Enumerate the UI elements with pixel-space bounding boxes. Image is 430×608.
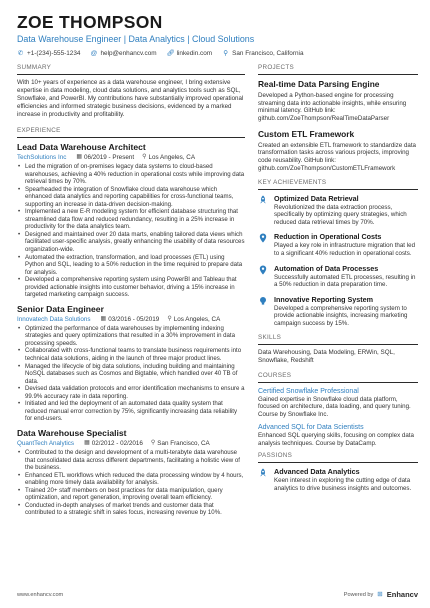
contact-row <box>17 49 418 58</box>
courses-heading: COURSES <box>258 372 418 383</box>
email-text[interactable]: help@enhancv.com <box>100 50 157 57</box>
project-link[interactable]: github.com/ZoeThompson/CustomETLFramework <box>258 164 396 172</box>
projects-list <box>258 79 418 173</box>
passion-description: Keen interest in exploring the cutting edge of data analytics to drive business insights and outcomes. <box>274 477 412 493</box>
job-entry <box>17 304 245 423</box>
skills-text: Data Warehousing, Data Modeling, ERWin, SQL, Snowflake, Redshift <box>258 348 395 364</box>
company-name[interactable]: QuantTech Analytics <box>17 439 75 447</box>
pin-icon <box>258 232 268 257</box>
job-entry <box>17 428 245 517</box>
job-dates <box>84 439 143 448</box>
job-title: Senior Data Engineer <box>17 303 104 314</box>
calendar-icon: ▦ <box>84 439 90 446</box>
bullet-item: • Designed and maintained over 20 data marts, enabling tailored data views which facilitated user-specific analysis, greatly enhancing the usability of data resources organization-wide. <box>25 231 245 254</box>
job-dates-text: 06/2019 - Present <box>84 154 135 161</box>
candidate-title: Data Warehouse Engineer | Data Analytics | Cloud Solutions <box>17 34 255 44</box>
bullet-item: • Managed the lifecycle of big data solutions, including building and maintaining NoSQL databases such as Cosmos and Bigtable, which handled over 40 TB of data. <box>25 363 245 386</box>
bullet-item: • Conducted in-depth analyses of market trends and customer data that contributed to a strategic shift in sales focus, increasing revenue by 10%. <box>25 502 245 517</box>
left-column <box>17 64 245 522</box>
at-icon: @ <box>90 50 98 57</box>
achievement-body <box>274 232 418 257</box>
project-description: Developed a Python-based engine for processing streaming data into actionable insights, while ensuring minimal latency. GitHub link: <box>258 92 407 115</box>
enhancv-logo-icon: ⊞ <box>377 591 383 598</box>
summary-text: With 10+ years of experience as a data warehouse engineer, I bring extensive expertise in data modeling, cloud data solutions, and analytics tools such as SQL, Snowflake, and PowerBI. My contributions have substantially improved operational efficiencies and informed strategic business decisions, evidenced by a marked increase in productivity and profitability. <box>17 79 244 118</box>
candidate-name: ZOE THOMPSON <box>17 12 163 32</box>
job-location-text: Los Angeles, CA <box>148 154 196 161</box>
bullet-item: • Trained 20+ staff members on best practices for data manipulation, query optimization, and report generation, improving overall team efficiency. <box>25 487 245 502</box>
job-location-text: San Francisco, CA <box>157 439 210 447</box>
location-pin-icon: ⚲ <box>142 154 147 160</box>
bullet-item: • Collaborated with cross-functional teams to translate business requirements into technical data solutions, aiding in the launch of three major product lines. <box>25 347 245 362</box>
contact-phone <box>17 49 80 58</box>
right-column <box>258 64 418 499</box>
achievement-item <box>258 232 418 257</box>
bullet-item: • Optimized the performance of data warehouses by implementing indexing strategies and query optimizations that resulted in a 30% improvement in data processing speeds. <box>25 325 245 348</box>
achievement-item <box>258 295 418 328</box>
job-meta <box>17 153 245 162</box>
project-entry <box>258 129 418 173</box>
job-dates-text: 02/2012 - 02/2016 <box>91 439 143 447</box>
courses-list <box>258 387 418 448</box>
rocket-icon <box>258 194 268 227</box>
contact-location <box>222 49 303 58</box>
job-dates-text: 03/2016 - 05/2019 <box>108 315 160 323</box>
project-link[interactable]: github.com/ZoeThompson/RealTimeDataParser <box>258 114 390 122</box>
course-entry <box>258 387 418 419</box>
location-pin-icon: ⚲ <box>150 439 156 446</box>
bullet-item: • Led the migration of on-premises legacy data systems to cloud-based warehouses, achieving a 40% reduction in operational costs while improving data retrieval times by 70%. <box>25 163 245 186</box>
location-text: San Francisco, California <box>232 50 304 57</box>
bullet-item: • Contributed to the design and development of a multi-terabyte data warehouse that consolidated data across different departments, facilitating a holistic view of the business. <box>25 449 245 472</box>
page-footer <box>17 590 418 599</box>
projects-heading: PROJECTS <box>258 64 418 75</box>
project-description: Created an extensible ETL framework to standardize data transformation tasks across various projects, improving code reusability. GitHub link: <box>258 141 416 164</box>
contact-email[interactable] <box>90 49 156 58</box>
calendar-icon: ▦ <box>100 315 107 322</box>
course-title[interactable]: Advanced SQL for Data Scientists <box>258 424 364 432</box>
job-dates <box>76 153 134 162</box>
achievements-list <box>258 194 418 328</box>
project-entry <box>258 79 418 123</box>
calendar-icon: ▦ <box>76 154 83 160</box>
achievement-body <box>274 295 418 328</box>
course-description: Enhanced SQL querying skills, focusing on complex data analysis techniques. Course by DataCamp. <box>258 432 414 447</box>
company-name[interactable]: Innovatech Data Solutions <box>17 315 91 323</box>
pin-icon <box>258 264 268 289</box>
powered-by <box>344 590 418 599</box>
bullet-item: • Developed a comprehensive reporting system using PowerBI and Tableau that provided actionable insights into customer behavior, driving a 15% increase in targeted marketing campaign success. <box>25 276 245 299</box>
course-title[interactable]: Certified Snowflake Professional <box>258 387 359 395</box>
bullet-item: • Initiated and led the deployment of an automated data quality system that reduced manual error correction by 75%, significantly increasing data reliability for end-users. <box>25 400 245 423</box>
achievement-description: Revolutionized the data extraction process, specifically by optimizing query strategies, which reduced data retrieval times by 70%. <box>274 203 407 226</box>
achievement-title: Innovative Reporting System <box>274 294 374 304</box>
achievement-description: Developed a comprehensive reporting system to provide actionable insights, increasing marketing campaign success by 15%. <box>274 304 408 327</box>
skills-heading: SKILLS <box>258 334 418 345</box>
passions-heading: PASSIONS <box>258 452 418 463</box>
passion-body <box>274 467 418 492</box>
company-name[interactable]: TechSolutions Inc <box>17 154 67 161</box>
job-location <box>142 153 195 162</box>
job-bullets <box>17 449 245 517</box>
linkedin-text[interactable]: linkedin.com <box>176 50 213 57</box>
job-title: Data Warehouse Specialist <box>17 427 127 438</box>
bullet-item: • Enhanced ETL workflows which reduced the data processing window by 4 hours, enabling more timely data availability for analysis. <box>25 472 245 487</box>
phone-icon: ✆ <box>17 50 24 57</box>
bullet-item: • Spearheaded the integration of Snowflake cloud data warehouse which enhanced data analytics and reporting capabilities for cross-functional teams, supporting an increase in data-driven decision-making. <box>25 186 245 209</box>
experience-list <box>17 142 245 517</box>
achievement-description: Played a key role in infrastructure migration that led to a significant 40% reduction in operational costs. <box>274 242 416 257</box>
achievement-description: Successfully automated ETL processes, resulting in a 50% reduction in data preparation time. <box>274 273 416 289</box>
achievement-item <box>258 264 418 289</box>
job-meta <box>17 315 245 324</box>
achievement-item <box>258 194 418 227</box>
achievement-title: Optimized Data Retrieval <box>274 193 359 203</box>
passions-list <box>258 467 418 492</box>
experience-heading: EXPERIENCE <box>17 127 245 138</box>
achievements-heading: KEY ACHIEVEMENTS <box>258 179 418 190</box>
phone-text: +1-(234)-555-1234 <box>27 50 81 57</box>
job-bullets <box>17 163 245 299</box>
powered-by-text: Powered by <box>343 591 374 598</box>
link-icon: 🔗︎ <box>166 50 175 57</box>
job-bullets <box>17 325 245 423</box>
achievement-title: Automation of Data Processes <box>274 263 379 273</box>
job-location-text: Los Angeles, CA <box>173 315 221 323</box>
contact-linkedin[interactable] <box>167 49 213 58</box>
summary-heading: SUMMARY <box>17 64 245 75</box>
achievement-body <box>274 194 418 227</box>
bullet-item: • Implemented a new E-R modeling system for efficient database structuring that streamlined data flow and reduced redundancy, resulting in a 25% increase in productivity for the data analytics team. <box>25 208 245 231</box>
job-dates <box>101 315 160 324</box>
job-location <box>151 439 210 448</box>
passion-title: Advanced Data Analytics <box>274 467 360 477</box>
project-title: Custom ETL Framework <box>258 128 355 139</box>
project-title: Real-time Data Parsing Engine <box>258 79 380 89</box>
job-entry <box>17 142 245 299</box>
job-location <box>167 315 220 324</box>
passion-item <box>258 467 418 492</box>
brand-name: Enhancv <box>386 590 418 599</box>
achievement-title: Reduction in Operational Costs <box>274 232 382 242</box>
location-pin-icon: ⚲ <box>167 315 172 322</box>
footer-url[interactable]: www.enhancv.com <box>17 591 64 598</box>
job-title: Lead Data Warehouse Architect <box>17 142 146 152</box>
job-meta <box>17 439 245 448</box>
achievement-body <box>274 264 418 289</box>
rocket-icon <box>258 467 268 492</box>
course-description: Gained expertise in Snowflake cloud data platform, focused on architecture, data loading, and query tuning. Course by Snowflake Inc. <box>258 395 411 418</box>
bullet-item: • Devised data validation protocols and error identification mechanisms to ensure a 99.9% accuracy rate in data reporting. <box>25 385 245 400</box>
location-pin-icon: ⚲ <box>223 50 228 57</box>
lightbulb-icon <box>258 295 268 328</box>
bullet-item: • Automated the extraction, transformation, and load processes (ETL) using Python and SQL, leading to a 50% reduction in the time required to prepare data for analysis. <box>25 254 245 277</box>
course-entry <box>258 423 418 447</box>
resume-header <box>17 12 418 58</box>
